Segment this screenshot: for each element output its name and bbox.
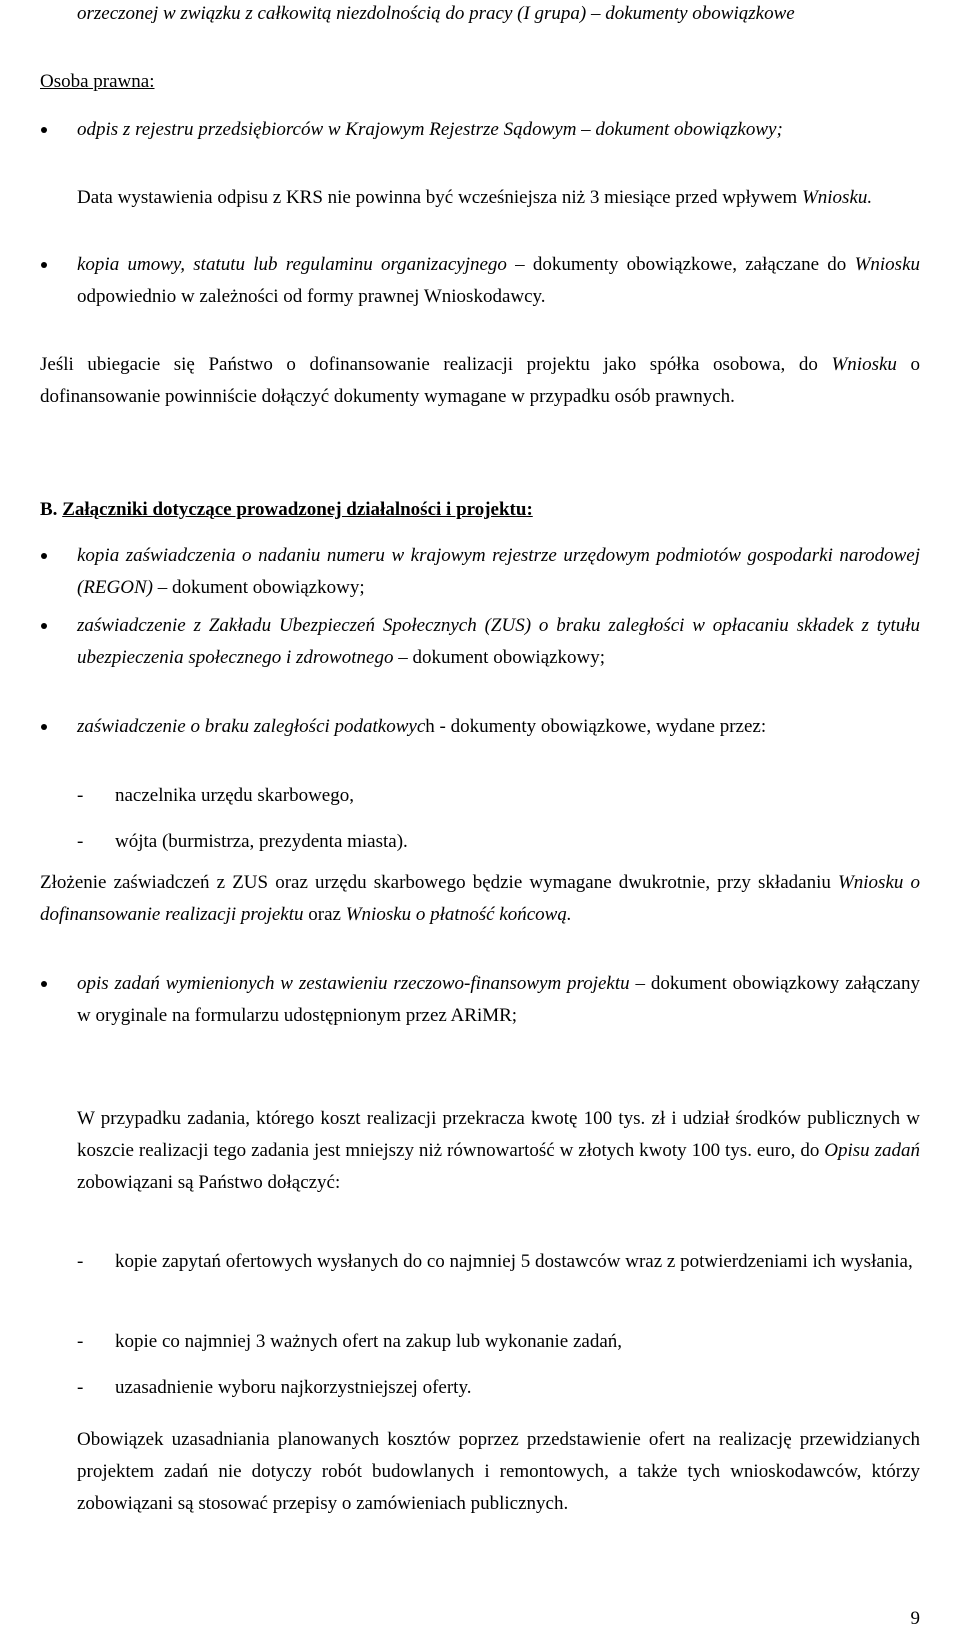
task-cost-note: W przypadku zadania, którego koszt realizacji przekracza kwotę 100 tys. zł i udział środków publicznych w koszcie realizacji tego zadania jest mniejszy niż równowartość w złotych kwoty 100 tys. euro, do Opisu zadań zobowiązani są Państwo dołączyć:	[77, 1108, 920, 1193]
continuation-text: orzeczonej w związku z całkowitą niezdolnością do pracy (I grupa) – dokumenty obowiązkowe	[77, 3, 795, 24]
bullet-tax: zaświadczenie o braku zaległości podatkowych - dokumenty obowiązkowe, wydane przez:	[40, 711, 920, 743]
dash-valid-offers: - kopie co najmniej 3 ważnych ofert na zakup lub wykonanie zadań,	[40, 1326, 920, 1358]
section-b-heading: B. Załączniki dotyczące prowadzonej działalności i projektu:	[40, 499, 533, 520]
partnership-paragraph: Jeśli ubiegacie się Państwo o dofinansowanie realizacji projektu jako spółka osobowa, do Wniosku o dofinansowanie powinniście dołączyć dokumenty wymagane w przypadku osób prawnych.	[40, 354, 920, 407]
bullet-regon: kopia zaświadczenia o nadaniu numeru w krajowym rejestrze urzędowym podmiotów gospodarki narodowej (REGON) – dokument obowiązkowy;	[40, 540, 920, 604]
dash-offer-requests: - kopie zapytań ofertowych wysłanych do co najmniej 5 dostawców wraz z potwierdzeniami ich wysłania,	[40, 1246, 920, 1278]
bullet-zus: zaświadczenie z Zakładu Ubezpieczeń Społecznych (ZUS) o braku zaległości w opłacaniu składek z tytułu ubezpieczenia społecznego i zdrowotnego – dokument obowiązkowy;	[40, 610, 920, 674]
page-number: 9	[910, 1608, 920, 1629]
bullet-statute: kopia umowy, statutu lub regulaminu organizacyjnego – dokumenty obowiązkowe, załączane do Wniosku odpowiednio w zależności od formy prawnej Wnioskodawcy.	[40, 249, 920, 313]
zus-tax-twice-paragraph: Złożenie zaświadczeń z ZUS oraz urzędu skarbowego będzie wymagane dwukrotnie, przy składaniu Wniosku o dofinansowanie realizacji projektu oraz Wniosku o płatność końcową.	[40, 872, 920, 925]
legal-person-heading: Osoba prawna:	[40, 71, 155, 92]
bullet-task-description: opis zadań wymienionych w zestawieniu rzeczowo-finansowym projektu – dokument obowiązkowy załączany w oryginale na formularzu udostępnionym przez ARiMR;	[40, 968, 920, 1032]
dash-mayor: - wójta (burmistrza, prezydenta miasta).	[40, 826, 920, 858]
krs-note: Data wystawienia odpisu z KRS nie powinna być wcześniejsza niż 3 miesiące przed wpływem Wniosku.	[77, 187, 873, 208]
dash-best-offer: - uzasadnienie wyboru najkorzystniejszej oferty.	[40, 1372, 920, 1404]
cost-justification-paragraph: Obowiązek uzasadniania planowanych kosztów poprzez przedstawienie ofert na realizację przewidzianych projektem zadań nie dotyczy robót budowlanych i remontowych, a także tych wnioskodawców, którzy zobowiązani są stosować przepisy o zamówieniach publicznych.	[77, 1429, 920, 1514]
dash-tax-office: - naczelnika urzędu skarbowego,	[40, 780, 920, 812]
bullet-krs: odpis z rejestru przedsiębiorców w Krajowym Rejestrze Sądowym – dokument obowiązkowy;	[40, 114, 920, 146]
